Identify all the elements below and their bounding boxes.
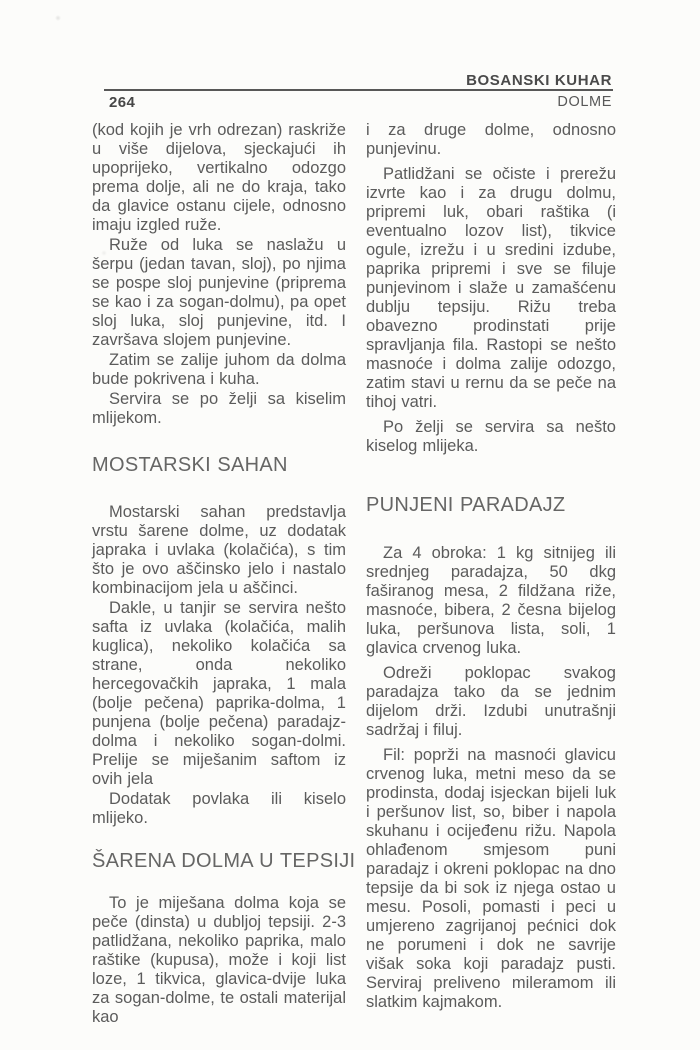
paragraph-continuation: i za druge dolme, odnosno punjevinu.: [366, 121, 616, 158]
recipe-heading-sarena-dolma: ŠARENA DOLMA U TEPSIJI: [92, 850, 356, 872]
paragraph: Servira se po želji sa kiselim mlijekom.: [92, 390, 346, 427]
paragraph: Patlidžani se očiste i prerežu izvrte kao i za drugu dolmu, pripremi luk, obari raštika (i eventualno lozov list), tikvice ogule, izrežu i u sredini izdube, paprika pripremi i sve se filuje punjevinom i slaže u zamašćenu dublju tepsiju. Rižu treba obavezno prodinstati prije spravljanja fila. Rastopi se nešto masnoće i dolma zalije odozgo, zatim stavi u rernu da se peče na tihoj vatri.: [366, 165, 616, 411]
running-title: BOSANSKI KUHAR: [466, 72, 612, 89]
paragraph: Dodatak povlaka ili kiselo mlijeko.: [92, 790, 346, 827]
paragraph: Odreži poklopac svakog paradajza tako da se jednim dijelom drži. Izdubi unutrašnji sadržaj i filuj.: [366, 664, 616, 739]
paragraph: Fil: poprži na masnoći glavicu crvenog luka, metni meso da se prodinsta, dodaj isjeckan bijeli luk i peršunov list, so, biber i napola skuhanu i ocijeđenu rižu. Napola ohlađenom smjesom puni paradajz i okreni poklopac na dno tepsije da bi sok iz njega ostao u mesu. Posoli, pomasti i peci u umjereno zagrijanoj pećnici dok ne porumeni i dok ne savrije višak soka koji paradajz pusti. Serviraj preliveno mileramom ili slatkim kajmakom.: [366, 746, 616, 1011]
paragraph: Za 4 obroka: 1 kg sitnijeg ili srednjeg paradajza, 50 dkg faširanog mesa, 2 fildžana riže, masnoće, bibera, 2 česna bijelog luka, peršunova lista, soli, 1 glavica crvenog luka.: [366, 544, 616, 657]
recipe-heading-mostarski-sahan: MOSTARSKI SAHAN: [92, 454, 288, 476]
paragraph: Ruže od luka se naslažu u šerpu (jedan tavan, sloj), po njima se pospe sloj punjevine (priprema se kao i za sogan-dolmu), pa opet sloj luka, sloj punjevine, itd. I završava slojem punjevine.: [92, 236, 346, 349]
paragraph-continuation: (kod kojih je vrh odrezan) raskriže u više dijelova, sjeckajući ih upoprijeko, vertikalno odozgo prema dolje, ali ne do kraja, tako da glavice ostanu cijele, odnosno imaju izgled ruže.: [92, 121, 346, 234]
section-title: DOLME: [557, 94, 612, 110]
right-column: [366, 121, 616, 1018]
paragraph: Dakle, u tanjir se servira nešto safta iz uvlaka (kolačića, malih kuglica), nekoliko kolačića sa strane, onda nekoliko hercegovačkih japraka, 1 mala (bolje pečena) paprika-dolma, 1 punjena (bolje pečena) paradajz-dolma i nekoliko sogan-dolmi. Prelije se miješanim saftom iz ovih jela: [92, 599, 346, 788]
paragraph: Mostarski sahan predstavlja vrstu šarene dolme, uz dodatak japraka i uvlaka (kolačića), s tim što je ovo aščinsko jelo i nastalo kombinacijom jela u aščinci.: [92, 503, 346, 597]
paragraph: Po želji se servira sa nešto kiselog mlijeka.: [366, 418, 616, 455]
page-number: 264: [109, 94, 136, 111]
paragraph: Zatim se zalije juhom da dolma bude pokrivena i kuha.: [92, 351, 346, 388]
left-column: [92, 121, 356, 1028]
recipe-heading-punjeni-paradajz: PUNJENI PARADAJZ: [366, 494, 566, 516]
paragraph: To je miješana dolma koja se peče (dinsta) u dubljoj tepsiji. 2-3 patlidžana, nekoliko paprika, malo raštike (kupusa), može i koji list loze, 1 tikvica, glavica-dvije luka za sogan-dolme, te ostali materijal kao: [92, 894, 346, 1026]
header-rule: [104, 89, 613, 91]
